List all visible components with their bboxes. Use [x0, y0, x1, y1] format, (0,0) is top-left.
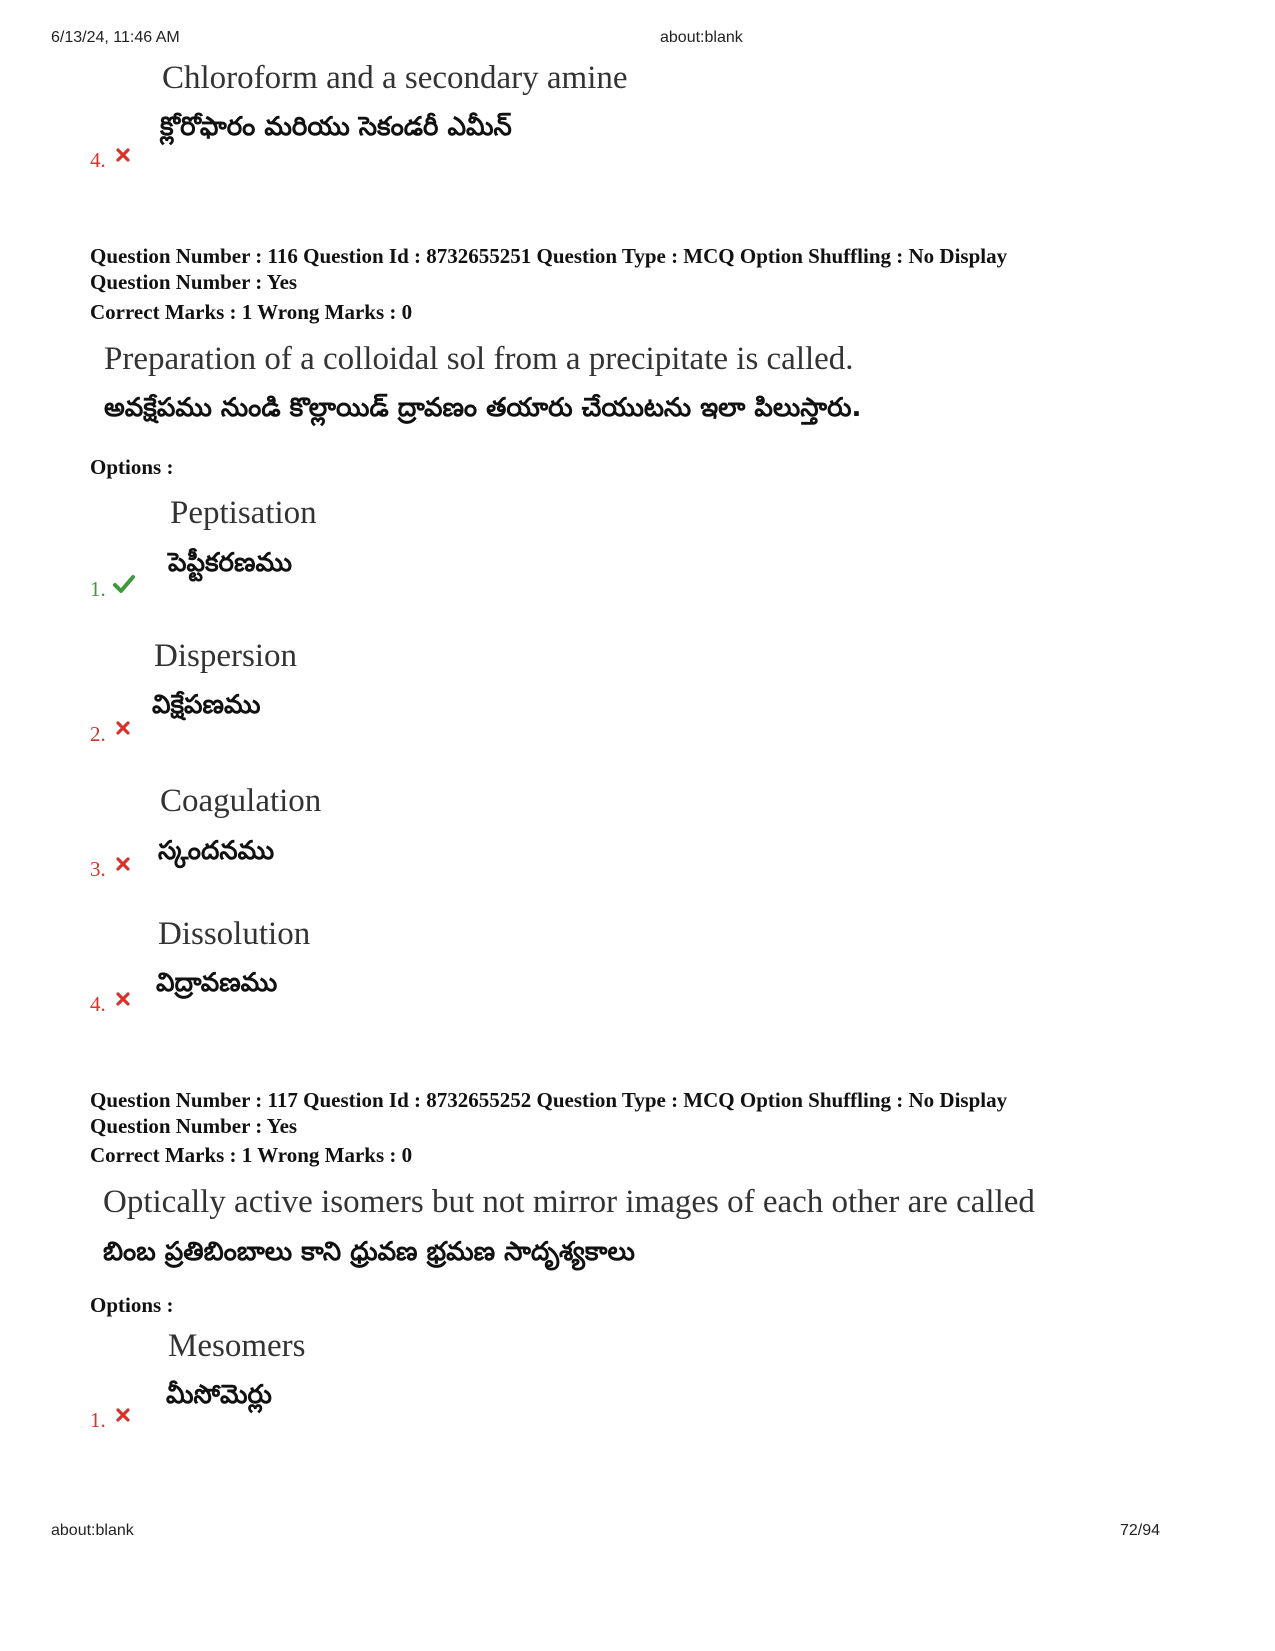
- cross-icon: [116, 857, 130, 871]
- cross-icon: [116, 721, 130, 735]
- q116-question-te: అవక్షేపము నుండి కొల్లాయిడ్ ద్రావణం తయారు చేయుటను ఇలా పిలుస్తారు.: [104, 393, 862, 423]
- q116-question-en: Preparation of a colloidal sol from a precipitate is called.: [104, 341, 854, 377]
- q116-option-2-text-en: Dispersion: [154, 638, 297, 674]
- q117-options-label: Options :: [90, 1293, 174, 1317]
- prev-option-4-number: 4.: [90, 148, 106, 172]
- print-footer-url: about:blank: [51, 1522, 134, 1539]
- prev-option-4-text-en: Chloroform and a secondary amine: [162, 60, 628, 96]
- q117-meta-line2: Question Number : Yes: [90, 1114, 298, 1138]
- q116-options-label: Options :: [90, 455, 174, 479]
- q116-option-4-text-te: విద్రావణము: [156, 968, 278, 998]
- print-title: about:blank: [660, 29, 743, 46]
- q116-option-1-text-en: Peptisation: [170, 495, 317, 531]
- q116-option-2-number: 2.: [90, 722, 106, 746]
- q117-question-en: Optically active isomers but not mirror images of each other are called: [103, 1184, 1035, 1220]
- prev-option-4-text-te: క్లోరోఫారం మరియు సెకండరీ ఎమీన్: [160, 112, 512, 142]
- q117-option-1-number: 1.: [90, 1408, 106, 1432]
- q116-option-4-text-en: Dissolution: [158, 916, 311, 952]
- cross-icon: [116, 148, 130, 162]
- print-datetime: 6/13/24, 11:46 AM: [51, 29, 180, 46]
- q117-question-te: బింబ ప్రతిబింబాలు కాని ధ్రువణ భ్రమణ సాదృశ్యకాలు: [103, 1237, 635, 1267]
- q116-option-1-text-te: పెప్టీకరణము: [168, 548, 292, 578]
- q117-meta-line1: Question Number : 117 Question Id : 8732655252 Question Type : MCQ Option Shuffling : No Display: [90, 1088, 1008, 1112]
- print-page-number: 72/94: [1120, 1522, 1161, 1539]
- q116-option-4-number: 4.: [90, 992, 106, 1016]
- check-icon: [113, 574, 135, 594]
- cross-icon: [116, 992, 130, 1006]
- q116-meta-line1: Question Number : 116 Question Id : 8732655251 Question Type : MCQ Option Shuffling : No Display: [90, 244, 1008, 268]
- q116-option-3-text-te: స్కందనము: [158, 836, 275, 866]
- cross-icon: [116, 1408, 130, 1422]
- q117-option-1-text-te: మీసోమెర్లు: [166, 1380, 272, 1410]
- q116-option-3-number: 3.: [90, 857, 106, 881]
- q116-option-1-number: 1.: [90, 577, 106, 601]
- q117-marks: Correct Marks : 1 Wrong Marks : 0: [90, 1143, 413, 1167]
- q116-meta-line2: Question Number : Yes: [90, 270, 298, 294]
- q117-option-1-text-en: Mesomers: [168, 1328, 306, 1364]
- q116-option-2-text-te: విక్షేపణము: [152, 690, 261, 720]
- q116-marks: Correct Marks : 1 Wrong Marks : 0: [90, 300, 413, 324]
- q116-option-3-text-en: Coagulation: [160, 783, 322, 819]
